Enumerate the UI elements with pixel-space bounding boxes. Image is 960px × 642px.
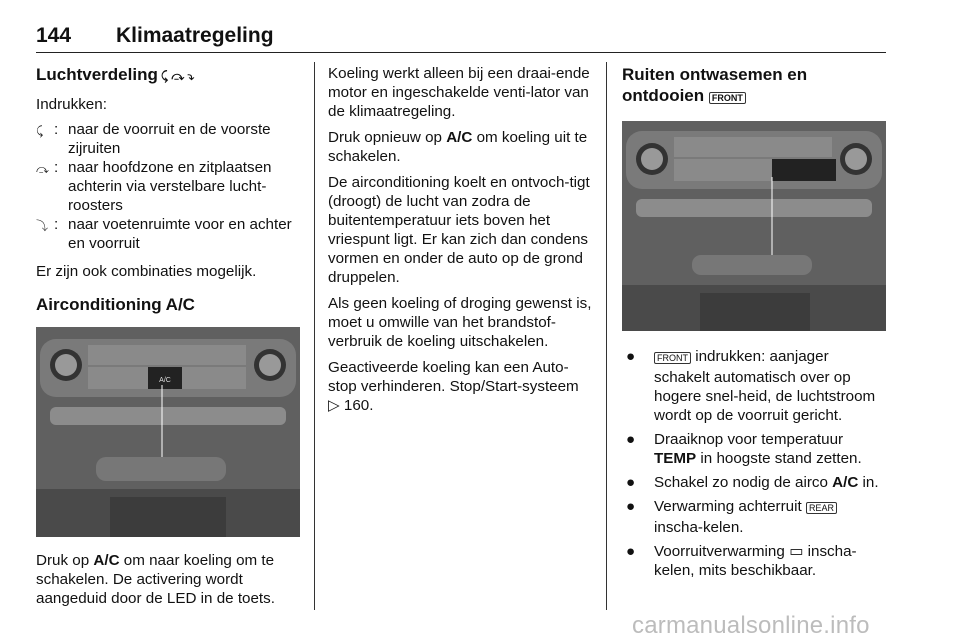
list-item: ● Voorruitverwarming ▭ inscha-kelen, mits beschikbaar. (626, 543, 857, 579)
airflow-heading: Luchtverdeling ⤹ ⤼ ⤵ (36, 64, 300, 87)
def-row: ⤹ : naar de voorruit en de voorste zijruiten (36, 121, 271, 157)
climate-panel-illustration (622, 121, 886, 331)
climate-panel-illustration (36, 327, 300, 537)
demist-bullet-list (622, 347, 888, 580)
demist-heading: Ruiten ontwasemen en ontdooien FRONT (622, 65, 808, 105)
ac-heading: Airconditioning A/C (36, 295, 195, 314)
defrost-control-panel-photo (622, 121, 886, 331)
airflow-icons: ⤹ ⤼ ⤵ (160, 69, 195, 83)
foot-airflow-icon: ⤵ (36, 219, 49, 233)
page-title: Klimaatregeling (116, 24, 274, 47)
combination-text: Er zijn ook combinaties mogelijk. (36, 263, 257, 280)
list-item: ● Verwarming achterruit REAR inscha-kelen. (622, 497, 888, 537)
front-defrost-icon: FRONT (709, 92, 746, 104)
cooling-condition-text: Koeling werkt alleen bij een draai-ende motor en ingeschakelde venti-lator van de klimaatregeling. (328, 65, 590, 120)
rear-window-heating-icon: REAR (806, 502, 837, 514)
column-1 (36, 64, 300, 608)
windscreen-airflow-icon: ⤹ (36, 124, 44, 138)
def-row: ⤵ : naar voetenruimte voor en achter en voorruit (36, 216, 292, 252)
column-divider (314, 62, 315, 610)
windscreen-heating-icon: ▭ (789, 543, 804, 560)
ac-control-panel-photo (36, 327, 300, 537)
cooling-off-text: Druk opnieuw op A/C om koeling uit te schakelen. (328, 129, 588, 165)
column-3 (622, 64, 888, 580)
column-2 (328, 64, 592, 415)
list-item: ● FRONT indrukken: aanjager schakelt automatisch over op hogere snel-heid, de luchtstroom wordt op de voorruit gericht. (626, 348, 876, 424)
dehumidify-text: De airconditioning koelt en ontvoch-tigt (droogt) de lucht van zodra de buitentemperatuur iets boven het vriespunt ligt. Er kan zich dan condens vormen en onder de auto op de grond druppelen. (328, 174, 590, 286)
intro-text: Indrukken: (36, 96, 107, 113)
page-number: 144 (36, 24, 72, 47)
autostop-text: Geactiveerde koeling kan een Auto-stop verhinderen. Stop/Start-systeem ▷ 160. (328, 359, 579, 414)
column-divider (606, 62, 607, 610)
page-reference-link[interactable]: ▷ 160. (328, 397, 374, 414)
page-header (36, 18, 886, 53)
list-item: ● Draaiknop voor temperatuur TEMP in hoogste stand zetten. (626, 431, 862, 467)
ac-button-label: A/C (159, 377, 171, 384)
front-defrost-icon: FRONT (654, 352, 691, 364)
def-row: ⤼ : naar hoofdzone en zitplaatsen achterin via verstelbare lucht-roosters (36, 159, 272, 214)
airflow-def-list (36, 120, 300, 253)
ac-description: Druk op A/C om naar koeling om te schakelen. De activering wordt aangeduid door de LED in de toets. (36, 552, 275, 607)
head-airflow-icon: ⤼ (36, 162, 49, 176)
list-item: ● Schakel zo nodig de airco A/C in. (626, 474, 879, 491)
watermark: carmanualsonline.info (632, 612, 870, 639)
fuel-saving-text: Als geen koeling of droging gewenst is, moet u omwille van het brandstof-verbruik de koeling uitschakelen. (328, 295, 592, 350)
